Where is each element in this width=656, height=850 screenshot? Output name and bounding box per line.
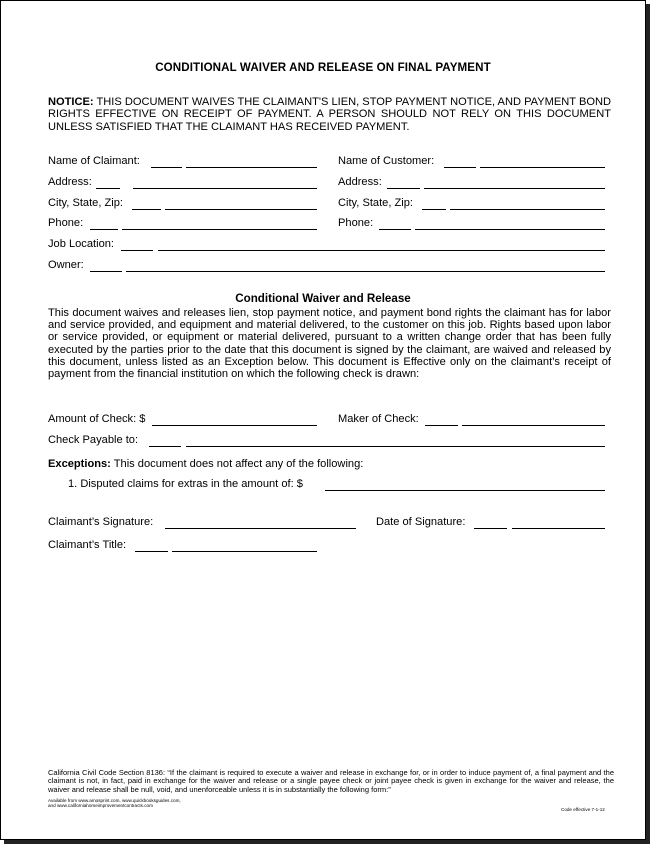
customer-phone-label: Phone:	[338, 217, 374, 229]
customer-city-line-short[interactable]	[422, 209, 446, 210]
claimant-city-label: City, State, Zip:	[48, 197, 124, 209]
customer-city-row	[338, 196, 606, 210]
claimant-name-line[interactable]	[186, 167, 317, 168]
claimant-city-line[interactable]	[165, 209, 317, 210]
owner-line[interactable]	[126, 271, 605, 272]
check-payable-row	[48, 433, 608, 447]
customer-phone-line-short[interactable]	[379, 229, 411, 230]
exceptions-text: This document does not affect any of the following:	[110, 458, 364, 470]
claimant-phone-line[interactable]	[122, 229, 317, 230]
check-maker-line[interactable]	[462, 425, 605, 426]
claimant-name-row	[48, 154, 318, 168]
disputed-amount-line[interactable]	[325, 490, 605, 491]
claimant-title-row	[48, 538, 328, 552]
claimant-address-label: Address:	[48, 176, 92, 188]
claimant-address-line-short[interactable]	[96, 188, 120, 189]
date-of-signature-line[interactable]	[512, 528, 605, 529]
availability-line-2: and www.californiahomeimprovementcontracts.com	[48, 803, 153, 808]
claimant-name-line-short[interactable]	[151, 167, 182, 168]
civil-code-footer: California Civil Code Section 8136: “If the claimant is required to execute a waiver and release in exchange for, or in order to induce payment of, a final payment and the claimant is not, in fact, paid in exchange for the waiver and release or a single payee check or joint payee check is given in exchange for the waiver and release, the waiver and release shall be null, void, and unenforceable unless it is in substantially the following form:”	[48, 768, 614, 794]
customer-address-row	[338, 175, 606, 189]
claimant-city-row	[48, 196, 318, 210]
customer-city-line[interactable]	[450, 209, 605, 210]
customer-name-row	[338, 154, 606, 168]
claimant-address-row	[48, 175, 318, 189]
check-amount-row	[48, 412, 328, 426]
customer-address-line[interactable]	[424, 188, 605, 189]
check-maker-row	[338, 412, 608, 426]
claimant-phone-row	[48, 216, 318, 230]
customer-phone-row	[338, 216, 606, 230]
customer-city-label: City, State, Zip:	[338, 197, 414, 209]
check-payable-label: Check Payable to:	[48, 434, 139, 446]
job-location-line[interactable]	[158, 250, 605, 251]
exception-item-1	[68, 477, 608, 491]
date-of-signature-label: Date of Signature:	[376, 516, 466, 528]
signature-row	[48, 515, 358, 529]
check-payable-line[interactable]	[186, 446, 605, 447]
check-payable-line-short[interactable]	[149, 446, 181, 447]
claimant-phone-label: Phone:	[48, 217, 84, 229]
date-of-signature-row	[376, 515, 608, 529]
customer-phone-line[interactable]	[415, 229, 605, 230]
customer-name-line-short[interactable]	[444, 167, 476, 168]
owner-row	[48, 258, 608, 272]
customer-address-line-short[interactable]	[387, 188, 420, 189]
claimant-phone-line-short[interactable]	[90, 229, 118, 230]
exception-item-1-label: 1. Disputed claims for extras in the amount of: $	[68, 478, 303, 490]
customer-name-label: Name of Customer:	[338, 155, 435, 167]
check-maker-label: Maker of Check:	[338, 413, 419, 425]
check-amount-line[interactable]	[152, 425, 317, 426]
owner-label: Owner:	[48, 259, 84, 271]
notice-block	[48, 96, 611, 133]
code-effective-note: Code effective 7-1-12	[561, 807, 605, 812]
customer-name-line[interactable]	[480, 167, 605, 168]
exceptions-heading	[48, 458, 363, 470]
date-of-signature-line-short[interactable]	[474, 528, 507, 529]
claimant-signature-label: Claimant’s Signature:	[48, 516, 154, 528]
customer-address-label: Address:	[338, 176, 382, 188]
job-location-row	[48, 237, 608, 251]
job-location-line-short[interactable]	[121, 250, 153, 251]
availability-line-1: Available from www.amosprint.com, www.quickbooksguides.com,	[48, 798, 181, 803]
claimant-title-label: Claimant’s Title:	[48, 539, 127, 551]
claimant-address-line[interactable]	[133, 188, 317, 189]
section-title: Conditional Waiver and Release	[235, 292, 411, 305]
waiver-paragraph: This document waives and releases lien, stop payment notice, and payment bond rights the claimant has for labor and service provided, and equipment and material delivered, to the customer on this job. Rights based upon labor or service provided, or equipment or material delivered, pursuant to a written change order that has been fully executed by the parties prior to the date that this document is signed by the claimant, are waived and released by this document, unless listed as an Exception below. This document is Effective only on the claimant’s receipt of payment from the financial institution on which the following check is drawn:	[48, 307, 611, 381]
claimant-title-line[interactable]	[172, 551, 317, 552]
check-amount-label: Amount of Check: $	[48, 413, 146, 425]
job-location-label: Job Location:	[48, 238, 114, 250]
claimant-signature-line[interactable]	[165, 528, 356, 529]
notice-text: THIS DOCUMENT WAIVES THE CLAIMANT'S LIEN, STOP PAYMENT NOTICE, AND PAYMENT BOND RIGHTS EFFECTIVE ON RECEIPT OF PAYMENT. A PERSON SHOULD NOT RELY ON THIS DOCUMENT UNLESS SATISFIED THAT THE CLAIMANT HAS RECEIVED PAYMENT.	[48, 96, 611, 133]
owner-line-short[interactable]	[90, 271, 122, 272]
claimant-title-line-short[interactable]	[135, 551, 168, 552]
claimant-city-line-short[interactable]	[132, 209, 161, 210]
notice-label: NOTICE:	[48, 96, 94, 108]
claimant-name-label: Name of Claimant:	[48, 155, 140, 167]
document-title: CONDITIONAL WAIVER AND RELEASE ON FINAL PAYMENT	[155, 61, 491, 74]
exceptions-label: Exceptions:	[48, 458, 111, 470]
check-maker-line-short[interactable]	[425, 425, 458, 426]
